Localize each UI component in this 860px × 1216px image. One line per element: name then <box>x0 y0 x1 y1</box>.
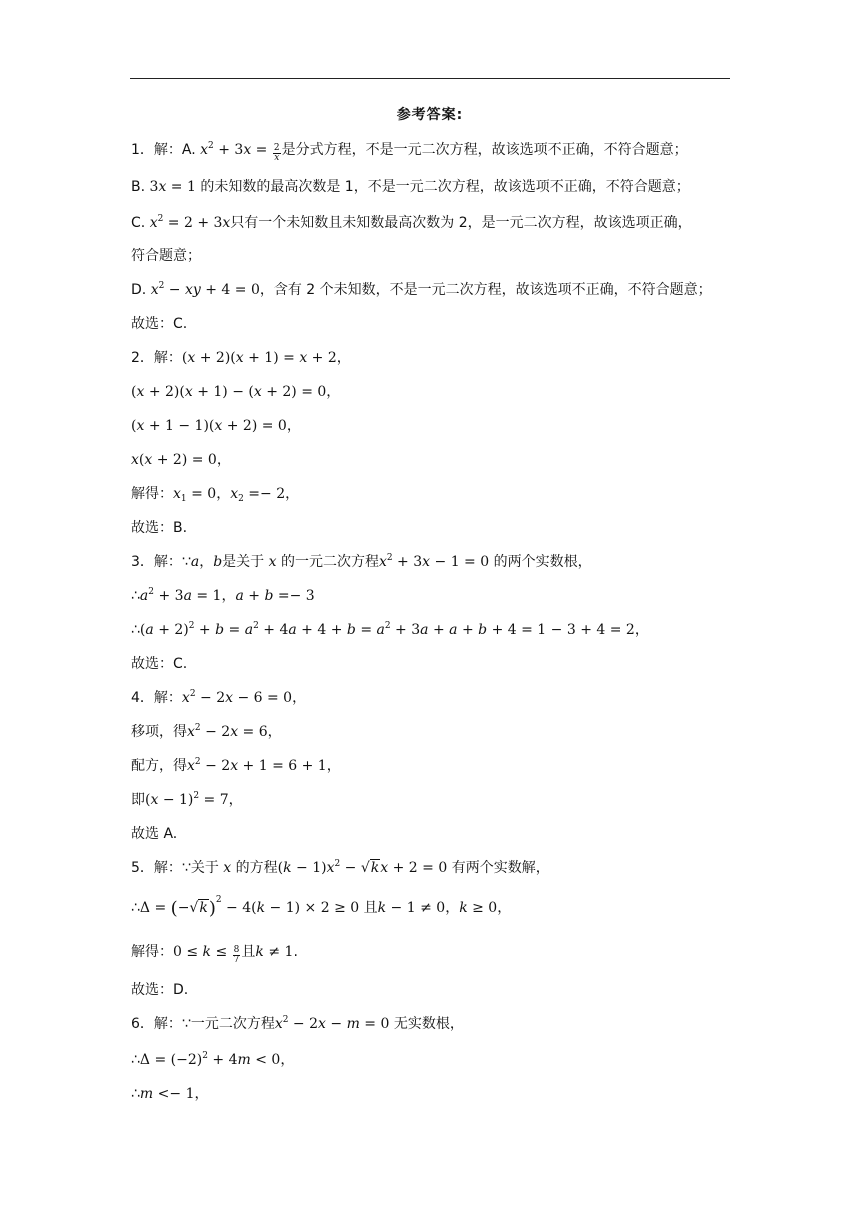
solution-2-line-d: x(x + 2) = 0， <box>131 452 231 468</box>
solution-3-line-a: 3．解：∵a，b是关于 x 的一元二次方程$x^2 + 3x - 1 = 0$ 的两个实数根， <box>131 553 592 570</box>
solution-5-line-b: ∴Δ = $(-√k)^2 - 4(k - 1) \times 2 \ge 0$ 且k − 1 ≠ 0，k ≥ 0， <box>131 895 512 919</box>
solution-1-line-c-cont: 符合题意； <box>131 248 201 264</box>
solution-2-line-a: 2．解：(x + 2)(x + 1) = x + 2， <box>131 350 351 366</box>
solution-6-line-b: ∴Δ = $(-2)^2 + 4m < 0$， <box>131 1051 295 1068</box>
solution-3-choice: 故选：C. <box>131 656 188 672</box>
solution-2-line-b: (x + 2)(x + 1) − (x + 2) = 0， <box>131 384 341 400</box>
solution-1-line-a: 1．解：A. $x^2 + 3x$ = $\frac{2}{x}$ 是分式方程，不是一元二次方程，故该选项不正确，不符合题意； <box>131 141 688 163</box>
solution-5-line-c: 解得：0 ≤ k ≤ $\frac{8}{7}$ 且k ≠ 1. <box>131 944 298 965</box>
solution-4-line-a: 4．解：$x^2 - 2x - 6 = 0$， <box>131 689 307 706</box>
solution-1-line-b: B. 3x = 1 的未知数的最高次数是 1，不是一元二次方程，故该选项不正确，不符合题意； <box>131 179 690 195</box>
solution-1-line-d: D. $x^2$ − xy + 4 = 0，含有 2 个未知数，不是一元二次方程，故该选项不正确，不符合题意； <box>131 281 712 298</box>
solution-2-line-c: (x + 1 − 1)(x + 2) = 0， <box>131 418 301 434</box>
solution-1-line-c: C. $x^2 = 2 + 3x$只有一个未知数且未知数最高次数为 2，是一元二次方程，故该选项正确， <box>131 214 692 231</box>
solution-5-line-a: 5．解：∵关于 x 的方程$(k - 1)x^2 - √kx + 2 = 0$ 有两个实数解， <box>131 859 550 876</box>
answer-key-title: 参考答案: <box>396 107 464 123</box>
solution-4-choice: 故选 A. <box>131 826 178 842</box>
solution-3-line-c: ∴(a + $2)^2 + b = a^2 + 4a + 4 + b = a^2 + 3a + a + b + 4 = 1 - 3 + 4 = 2$， <box>131 621 649 638</box>
solution-4-line-d: 即$(x - 1)^2 = 7$， <box>131 791 243 808</box>
header-rule <box>130 78 730 79</box>
solution-6-line-a: 6．解：∵一元二次方程$x^2 - 2x - m = 0$ 无实数根， <box>131 1015 464 1032</box>
solution-6-line-c: ∴m <− 1， <box>131 1086 209 1102</box>
solution-5-choice: 故选：D. <box>131 982 189 998</box>
solution-2-choice: 故选：B. <box>131 520 188 536</box>
solution-3-line-b: $\therefore a^2 + 3a = 1$，a + b =− 3 <box>131 587 315 604</box>
solution-4-line-c: 配方，得$x^2 - 2x + 1 = 6 + 1$， <box>131 757 341 774</box>
solution-1-choice: 故选：C. <box>131 316 188 332</box>
solution-4-line-b: 移项，得$x^2 - 2x = 6$， <box>131 723 282 740</box>
solution-2-line-e: 解得：$x_1 = 0$，$x_2 =- 2$， <box>131 486 300 504</box>
